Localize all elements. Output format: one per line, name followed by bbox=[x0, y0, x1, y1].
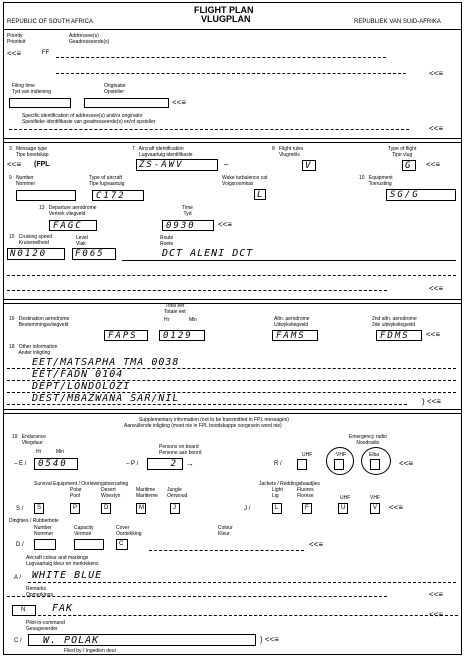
addressee-label: Addressee(s) Geadresseerde(s) bbox=[69, 33, 110, 45]
jackets-uhf-box[interactable]: U bbox=[338, 503, 348, 514]
filing-time-label: Filing time Tyd van indiening bbox=[12, 83, 51, 95]
pilot-field[interactable]: W. POLAK bbox=[28, 634, 256, 646]
r-marker: R / bbox=[274, 461, 282, 467]
wake-field[interactable]: L bbox=[254, 189, 266, 200]
header-left: REPUBLIC OF SOUTH AFRICA bbox=[7, 19, 94, 25]
dinghy-cover-field[interactable]: C bbox=[116, 539, 128, 550]
c-marker: C / bbox=[14, 638, 22, 644]
polar-label: Polar Pool bbox=[70, 487, 82, 499]
arrow-icon: <<≡ bbox=[7, 160, 22, 169]
endurance-min-label: Min bbox=[56, 449, 65, 455]
aircraft-id-field[interactable]: ZS-AWV bbox=[136, 159, 218, 171]
priority-label: Priority Prioriteit bbox=[7, 33, 26, 45]
type-aircraft-label: Type of aircraft Tipe lugvaartuig bbox=[89, 175, 125, 187]
arrow-icon: ) <<≡ bbox=[260, 635, 279, 644]
vhf-circle bbox=[326, 447, 354, 475]
dinghy-number-field[interactable] bbox=[34, 539, 56, 550]
jackets-uhf-label: UHF bbox=[340, 495, 351, 501]
aircraft-colour-value: WHITE BLUE bbox=[32, 570, 103, 581]
level-field[interactable]: F065 bbox=[72, 248, 116, 260]
equipment-field[interactable]: SG/G bbox=[386, 189, 456, 201]
end-arrow-icon: <<≡ bbox=[429, 284, 444, 293]
other-info-line3: DEPT/LONDOLOZI bbox=[32, 381, 131, 392]
other-info-line1: EET/MATSAPHA TMA 0038 bbox=[32, 357, 180, 368]
fluores-box[interactable]: F bbox=[302, 503, 312, 514]
min-label: Min bbox=[189, 317, 198, 323]
s-marker: S / bbox=[16, 506, 24, 512]
other-info-label: 18 Other information Ander inligting bbox=[9, 344, 58, 356]
aircraft-colour-label: Aircraft colour and markings Lugvaartuig kleur en merktekens bbox=[26, 555, 99, 567]
filing-time-field[interactable] bbox=[9, 98, 71, 108]
light-label: Light Lig bbox=[272, 487, 283, 499]
dinghy-number-label: Number Nommer bbox=[34, 525, 54, 537]
dinghy-capacity-label: Capacity Vermoë bbox=[74, 525, 94, 537]
uhf-box[interactable] bbox=[297, 459, 307, 470]
desert-label: Desert Woestyn bbox=[101, 487, 121, 499]
type-of-flight-label: Type of flight Tipe vlug bbox=[388, 146, 417, 158]
e-marker: – E / bbox=[14, 461, 27, 467]
end-arrow-icon: <<≡ bbox=[429, 69, 444, 78]
jungle-box[interactable]: J bbox=[170, 503, 180, 514]
persons-label: Persons on board Persone aan boord bbox=[159, 444, 202, 456]
number-label: 9 Number Nommer bbox=[9, 175, 36, 187]
remarks-value: FAK bbox=[52, 603, 74, 614]
form-title-en: FLIGHT PLAN bbox=[194, 5, 254, 15]
end-arrow-icon: ) <<≡ bbox=[422, 397, 441, 406]
time-label: Time Tyd bbox=[182, 205, 193, 217]
remarks-label: Remarks Opmerkings bbox=[26, 586, 53, 598]
route-label: Route Roete bbox=[160, 235, 174, 247]
remarks-n-box[interactable]: N bbox=[12, 605, 36, 616]
dinghy-cover-label: Cover Oordekking bbox=[116, 525, 142, 537]
desert-box[interactable]: D bbox=[101, 503, 111, 514]
jackets-vhf-label: VHF bbox=[370, 495, 380, 501]
type-aircraft-field[interactable]: C172 bbox=[92, 190, 144, 201]
originator-field[interactable] bbox=[84, 98, 169, 108]
persons-field[interactable]: 2 bbox=[147, 458, 183, 470]
arrow-icon: <<≡ bbox=[426, 330, 441, 339]
other-info-line2: EET/FADN 0104 bbox=[32, 369, 124, 380]
maritime-label: Maritime Maritieme bbox=[136, 487, 158, 499]
endurance-label: 19 Endurance Vliegduur bbox=[12, 434, 46, 446]
altn-label: Altn. aerodrome Uitwykvliegveld bbox=[274, 316, 310, 328]
uhf-label: UHF bbox=[302, 452, 313, 458]
a-marker: A / bbox=[14, 575, 22, 581]
arrow-icon: <<≡ bbox=[172, 98, 187, 107]
other-info-line4: DEST/MBAZWANA SAR/NIL bbox=[32, 393, 180, 404]
dinghies-label: Dinghies / Rubberbote bbox=[9, 518, 59, 524]
dinghy-capacity-field[interactable] bbox=[74, 539, 104, 550]
dest-aero-label: 16 Destination aerodrome Bestemmingsvliegveld bbox=[9, 316, 70, 328]
cruising-speed-field[interactable]: N0120 bbox=[7, 248, 65, 260]
survival-box[interactable]: S bbox=[34, 503, 44, 514]
p-marker: – P / bbox=[126, 461, 139, 467]
arrow-icon: <<≡ bbox=[389, 503, 404, 512]
header-right: REPUBLIEK VAN SUID-AFRIKA bbox=[354, 19, 441, 25]
specific-id-label: Specific identification of addressee(s) and/or originator Spesifieke identifikasie van geadresseerde(s) en/of opsteller bbox=[22, 113, 156, 125]
aircraft-id-label: 7 Aircraft identification Lugvaartuig identifikasie bbox=[132, 146, 193, 158]
elba-circle bbox=[361, 447, 391, 475]
equipment-label: 10 Equipment Toerusting bbox=[359, 175, 393, 187]
d-marker: D / bbox=[16, 542, 24, 548]
arrow-icon: <<≡ bbox=[218, 220, 233, 229]
departure-aero-label: 13 Departure aerodrome Vertrek vliegveld bbox=[39, 205, 97, 217]
jackets-vhf-box[interactable]: V bbox=[370, 503, 380, 514]
time-field[interactable]: 0930 bbox=[162, 220, 214, 231]
fluores-label: Fluores Florese bbox=[297, 487, 314, 499]
total-eet-label: Total eet Totale eet bbox=[164, 303, 186, 315]
endurance-hr-label: Hr bbox=[36, 449, 42, 455]
elba-label: Elba bbox=[369, 452, 380, 458]
supp-af-label: Aanvullende inligting (moet nie in FPL boodskappe oorgesein word nie) bbox=[124, 423, 282, 429]
originator-label: Originator Opsteller bbox=[104, 83, 126, 95]
polar-box[interactable]: P bbox=[70, 503, 80, 514]
light-box[interactable]: L bbox=[272, 503, 282, 514]
pilot-label: Pilot-in-command Gesagvoerder bbox=[26, 620, 65, 632]
flight-plan-form bbox=[3, 2, 462, 655]
endurance-field[interactable]: 0540 bbox=[34, 458, 78, 470]
filed-by-label: Filed by / Ingedien deur bbox=[64, 648, 117, 654]
cruising-speed-label: 15 Cruising speed Kruissnelheid bbox=[9, 234, 53, 246]
message-type-label: 3 Message type Tipe boodskap bbox=[9, 146, 49, 158]
fpl-label: (FPL bbox=[34, 161, 50, 168]
supp-en-label: Supplementary information (not to be transmitted in FPL messages) bbox=[139, 417, 289, 423]
dinghy-colour-label: Colour Kleur bbox=[218, 525, 233, 537]
jungle-label: Jungle Oerwoud bbox=[167, 487, 188, 499]
vhf-label: VHF bbox=[336, 452, 346, 458]
arrow-icon: <<≡ bbox=[426, 160, 441, 169]
survival-label: Survival Equipment / Oorlewingstoerusting bbox=[34, 481, 129, 487]
arrow-icon: – bbox=[224, 160, 229, 169]
level-label: Level Vlak bbox=[76, 235, 88, 247]
number-field[interactable] bbox=[16, 190, 76, 201]
total-eet-field[interactable]: 0129 bbox=[159, 330, 205, 341]
arrow-icon: <<≡ bbox=[309, 540, 324, 549]
departure-aero-field[interactable]: FAGC bbox=[49, 220, 97, 231]
jackets-label: Jackets / Reddingsbaadjies bbox=[259, 481, 320, 487]
end-arrow-icon: <<≡ bbox=[429, 124, 444, 133]
altn-field[interactable]: FAMS bbox=[272, 330, 318, 341]
end-arrow-icon: <<≡ bbox=[429, 610, 444, 619]
emergency-label: Emergency radio Noodradio bbox=[349, 434, 387, 446]
altn2-field[interactable]: FDMS bbox=[376, 330, 422, 341]
hr-label: Hr bbox=[164, 317, 170, 323]
flight-rules-field[interactable]: V bbox=[302, 160, 316, 171]
flight-rules-label: 8 Flight rules Vlugreëls bbox=[272, 146, 304, 158]
j-marker: J / bbox=[244, 506, 251, 512]
dest-aero-field[interactable]: FAPS bbox=[104, 330, 148, 341]
wake-label: Wake turbulence cat Volgsroomkas bbox=[222, 175, 268, 187]
route-value: DCT ALENI DCT bbox=[162, 248, 254, 259]
arrow-icon: → bbox=[186, 459, 194, 468]
altn2-label: 2nd altn. aerodrome 2de uitwykvliegveld bbox=[372, 316, 417, 328]
type-of-flight-field[interactable]: G bbox=[402, 160, 416, 171]
start-arrow-icon: <<≡ bbox=[7, 49, 22, 58]
ff-label: FF bbox=[42, 50, 50, 56]
arrow-icon: <<≡ bbox=[399, 459, 414, 468]
maritime-box[interactable]: M bbox=[136, 503, 146, 514]
end-arrow-icon: <<≡ bbox=[429, 590, 444, 599]
form-title-af: VLUGPLAN bbox=[201, 14, 251, 24]
